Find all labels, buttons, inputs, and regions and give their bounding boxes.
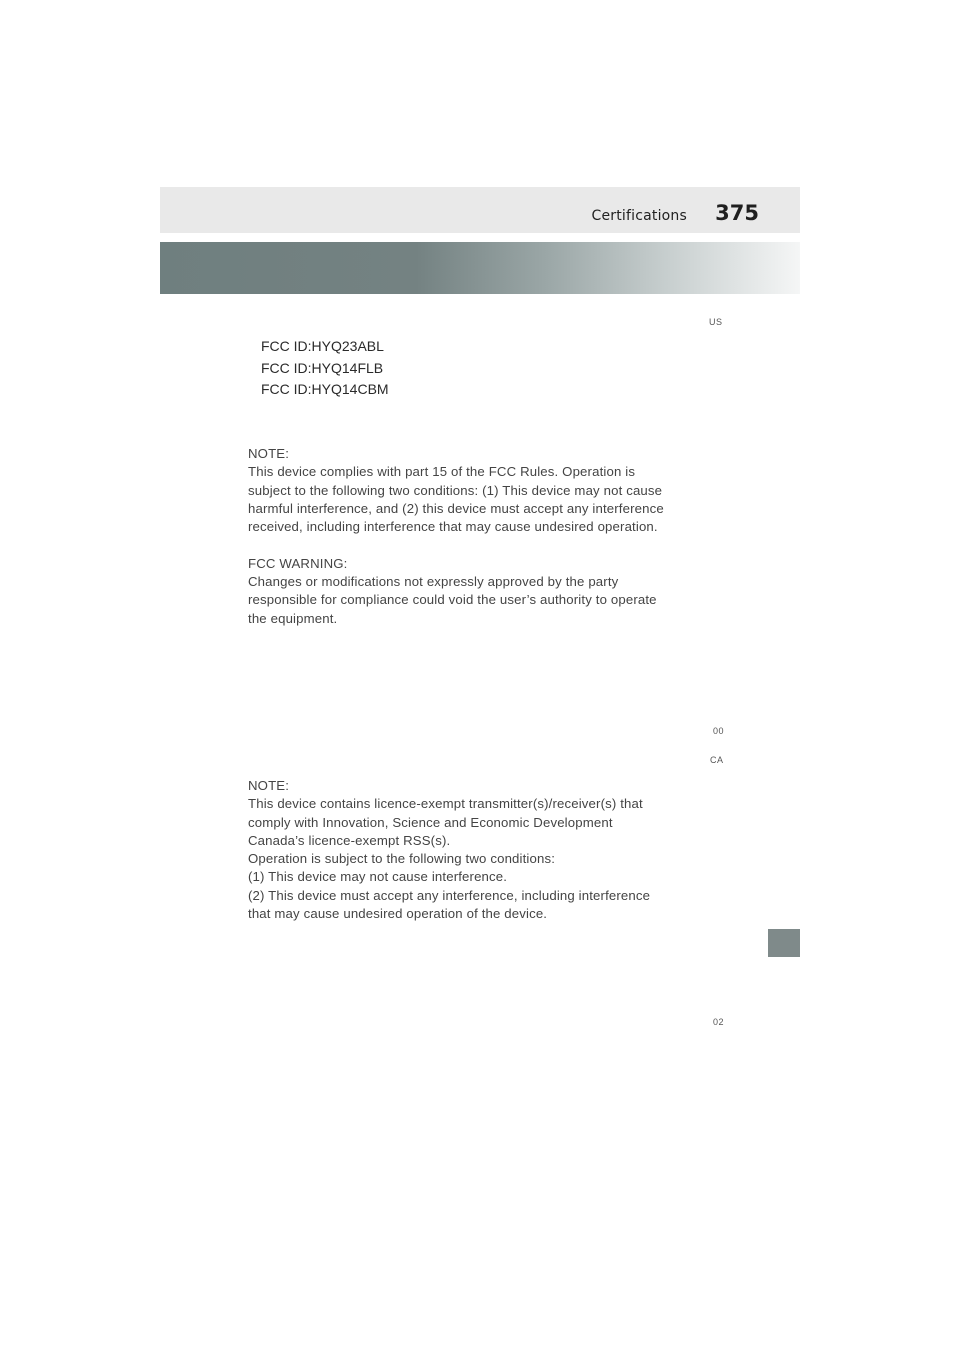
us-line: responsible for compliance could void the user’s authority to operate — [248, 592, 657, 608]
ca-notice-block — [248, 777, 728, 923]
us-line: This device complies with part 15 of the FCC Rules. Operation is — [248, 464, 636, 480]
us-line: FCC WARNING: — [248, 555, 348, 571]
page-number: 375 — [715, 201, 759, 225]
us-line: NOTE: — [248, 446, 290, 461]
us-line: harmful interference, and (2) this device must accept any interference — [248, 500, 664, 516]
ca-line: (2) This device must accept any interference, including interference — [248, 887, 651, 903]
chapter-side-tab — [768, 929, 800, 957]
ca-line: comply with Innovation, Science and Economic Development — [248, 814, 613, 830]
code-02-label: 02 — [713, 1017, 725, 1027]
ca-line: Operation is subject to the following two conditions: — [248, 851, 556, 867]
ca-line: (1) This device may not cause interference. — [248, 869, 508, 885]
fcc-id-3: FCC ID:HYQ14CBM — [261, 381, 389, 397]
fcc-id-2: FCC ID:HYQ14FLB — [261, 360, 384, 376]
ca-line: This device contains licence-exempt transmitter(s)/receiver(s) that — [248, 796, 643, 812]
ca-line: Canada’s licence-exempt RSS(s). — [248, 832, 451, 848]
ca-line: NOTE: — [248, 778, 290, 793]
us-notice-block — [248, 445, 728, 628]
us-line-blank — [248, 536, 728, 554]
fcc-id-1: FCC ID:HYQ23ABL — [261, 338, 384, 354]
us-line: received, including interference that may cause undesired operation. — [248, 519, 658, 535]
ca-label: CA — [710, 755, 724, 765]
section-title: Certifications — [591, 208, 687, 224]
code-00-label: 00 — [713, 726, 725, 736]
us-line: subject to the following two conditions: (1) This device may not cause — [248, 482, 663, 498]
us-label: US — [709, 317, 723, 327]
page-header — [160, 187, 800, 233]
us-line: the equipment. — [248, 610, 338, 626]
us-line: Changes or modifications not expressly approved by the party — [248, 574, 619, 590]
ca-line: that may cause undesired operation of the device. — [248, 906, 548, 922]
header-gradient-band — [160, 242, 800, 294]
